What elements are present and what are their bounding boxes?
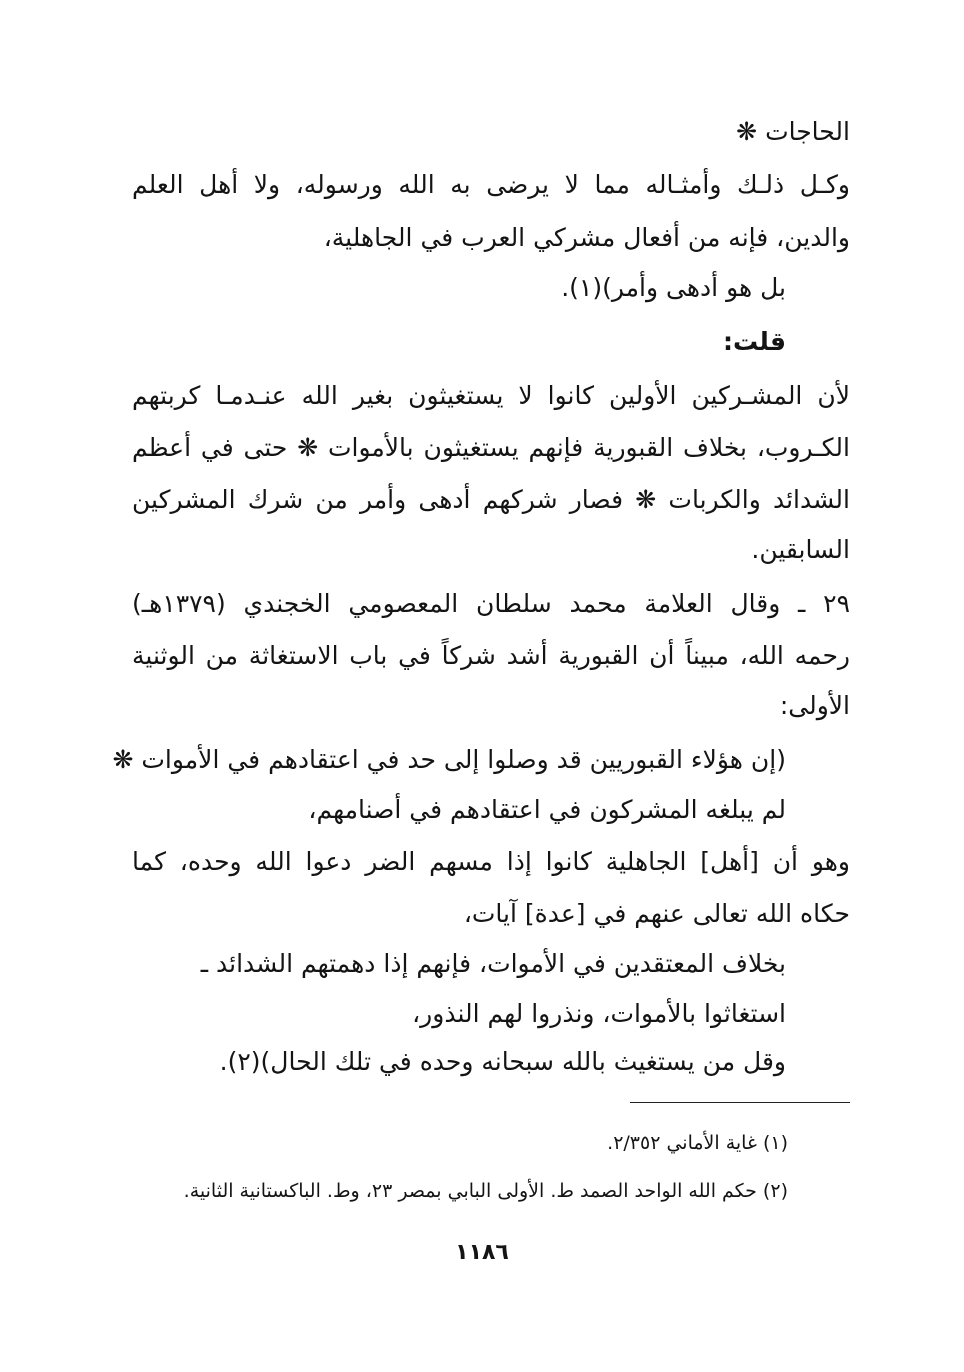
footnote-divider [630,1102,850,1103]
page-number: ١١٨٦ [455,1240,509,1265]
text-line-2: وكـل ذلـك وأمثـاله مما لا يرضى به الله ورسوله، ولا أهل العلم [132,170,850,199]
text-line-7: الكـروب، بخلاف القبورية فإنهم يستغيثون بالأموات ❋ حتى في أعظم [132,433,850,462]
text-line-11: رحمه الله، مبيناً أن القبورية أشد شركاً في باب الاستغاثة من الوثنية [132,641,850,670]
text-line-8: الشدائد والكربات ❋ فصار شركهم أدهى وأمر من شرك المشركين [132,485,850,514]
text-line-3: والدين، فإنه من أفعال مشركي العرب في الجاهلية، [323,223,850,252]
text-line-17: بخلاف المعتقدين في الأموات، فإنهم إذا دهمتهم الشدائد ـ [200,949,786,978]
text-line-9: السابقين. [751,535,850,564]
text-line-19: وقل من يستغيث بالله سبحانه وحده في تلك الحال)(٢). [219,1047,786,1076]
footnote-2: (٢) حكم الله الواحد الصمد ط. الأولى البابي بمصر ٢٣، وط. الباكستانية الثانية. [183,1180,788,1202]
text-line-6: لأن المشـركين الأولين كانوا لا يستغيثون بغير الله عنـدمـا كربتهم [132,381,850,410]
text-line-10: ٢٩ ـ وقال العلامة محمد سلطان المعصومي الخجندي (١٣٧٩هـ) [132,589,850,618]
text-line-15: وهو أن [أهل] الجاهلية كانوا إذا مسهم الضر دعوا الله وحده، كما [132,847,850,876]
text-line-14: لم يبلغه المشركون في اعتقادهم في أصنامهم، [308,795,786,824]
text-line-18: استغاثوا بالأموات، ونذروا لهم النذور، [412,999,786,1028]
text-line-1: الحاجات ❋ [736,117,850,146]
text-line-4: بل هو أدهى وأمر)(١). [561,273,786,302]
text-line-16: حكاه الله تعالى عنهم في [عدة] آيات، [463,899,850,928]
section-heading-qult: قلت: [722,327,786,356]
text-line-12: الأولى: [779,691,850,720]
text-line-13: (إن هؤلاء القبوريين قد وصلوا إلى حد في اعتقادهم في الأموات ❋ [112,745,786,774]
footnote-1: (١) غاية الأماني ٢/٣٥٢. [607,1132,788,1154]
